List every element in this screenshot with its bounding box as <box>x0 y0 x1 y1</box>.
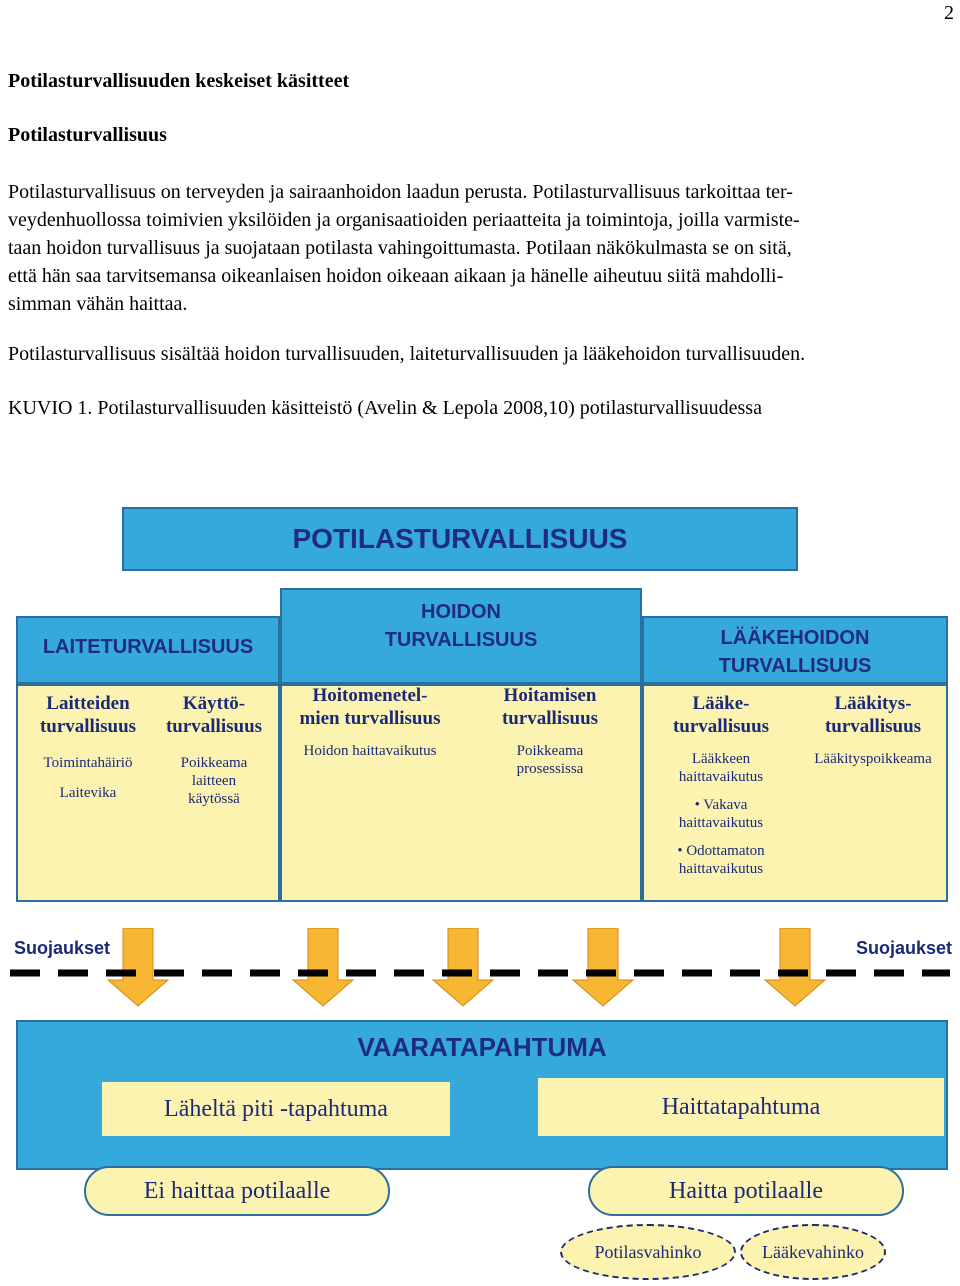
left-category-header <box>16 616 280 684</box>
col1-item2: Laitevika <box>59 785 117 801</box>
down-arrow-icon <box>433 928 493 1006</box>
top-title-box <box>122 507 798 571</box>
laakevahinko-oval <box>740 1224 886 1280</box>
right-category-header <box>642 616 948 684</box>
col-laaketurvallisuus <box>650 692 792 878</box>
outcome-right: Haittatapahtuma <box>661 1094 821 1120</box>
col1-item1: Toimintahäiriö <box>43 755 133 771</box>
col4-title-line2: turvallisuus <box>501 708 599 729</box>
col5-title-line2: turvallisuus <box>672 716 770 737</box>
top-title: POTILASTURVALLISUUS <box>292 523 628 554</box>
col5-item2-line2: haittavaikutus <box>678 815 764 831</box>
laakevahinko-label: Lääkevahinko <box>762 1242 864 1262</box>
col-hoitomenetelmien-turvallisuus <box>284 684 456 760</box>
col2-item1-line1: Poikkeama <box>180 755 248 771</box>
vaaratapahtuma-title: VAARATAPAHTUMA <box>357 1032 607 1062</box>
outcome-right-box <box>538 1078 944 1136</box>
col2-item1-line2: laitteen <box>191 773 237 789</box>
down-arrow-icon <box>765 928 825 1006</box>
potilasvahinko-oval <box>560 1224 736 1280</box>
paragraph-summary <box>8 340 952 368</box>
ei-haittaa-box <box>84 1166 390 1216</box>
col5-item3-line2: haittavaikutus <box>678 861 764 877</box>
paragraph-line: Potilasturvallisuus sisältää hoidon turvallisuuden, laiteturvallisuuden ja lääkehoidon turvallisuuden. <box>8 343 806 365</box>
col4-item1-line2: prosessissa <box>516 761 584 777</box>
center-category-header <box>280 588 642 684</box>
col4-item1-line1: Poikkeama <box>516 743 584 759</box>
col1-title-line1: Laitteiden <box>46 693 130 714</box>
col3-title-line2: mien turvallisuus <box>299 708 441 729</box>
potilasvahinko-label: Potilasvahinko <box>594 1242 702 1262</box>
col4-title-line1: Hoitamisen <box>503 685 597 706</box>
paragraph-line: simman vähän haittaa. <box>8 293 188 315</box>
right-category-title-line2: TURVALLISUUS <box>718 655 872 677</box>
col5-item1-line1: Lääkkeen <box>691 751 751 767</box>
page-number: 2 <box>944 2 954 24</box>
concept-diagram <box>0 488 960 1286</box>
paragraph-line: taan hoidon turvallisuus ja suojataan potilasta vahingoittumasta. Potilaan näkökulmasta se on sitä, <box>8 237 792 259</box>
center-category-title-line2: TURVALLISUUS <box>384 629 538 651</box>
ei-haittaa-label: Ei haittaa potilaalle <box>143 1178 331 1204</box>
col2-item1-line3: käytössä <box>188 791 240 807</box>
right-category-title-line1: LÄÄKEHOIDON <box>720 627 870 649</box>
haitta-label: Haitta potilaalle <box>669 1178 823 1204</box>
outcome-left: Läheltä piti -tapahtuma <box>164 1096 388 1122</box>
main-heading: Potilasturvallisuuden keskeiset käsitteet <box>8 70 350 92</box>
col2-title-line2: turvallisuus <box>165 716 263 737</box>
col2-title-line1: Käyttö- <box>182 693 246 714</box>
col-hoitamisen-turvallisuus <box>470 684 630 778</box>
haitta-box <box>588 1166 904 1216</box>
paragraph-line: Potilasturvallisuus on terveyden ja sairaanhoidon laadun perusta. Potilasturvallisuus tarkoittaa ter- <box>8 181 793 203</box>
down-arrow-icon <box>108 928 168 1006</box>
sub-heading: Potilasturvallisuus <box>8 124 167 146</box>
col3-item1: Hoidon haittavaikutus <box>303 743 437 759</box>
paragraph-intro <box>8 178 952 318</box>
outcome-left-box <box>102 1082 450 1136</box>
col5-item1-line2: haittavaikutus <box>678 769 764 785</box>
col5-title-line1: Lääke- <box>692 693 750 714</box>
col6-item1: Lääkityspoikkeama <box>814 751 932 767</box>
paragraph-line: veydenhuollossa toimivien yksilöiden ja organisaatioiden periaatteita ja toimintoja, joilla varmiste- <box>8 209 800 231</box>
col6-title-line1: Lääkitys- <box>834 693 912 714</box>
col-laakitysturvallisuus <box>800 692 946 768</box>
suojaukset-right-label: Suojaukset <box>856 938 953 958</box>
col6-title-line2: turvallisuus <box>824 716 922 737</box>
down-arrow-icon <box>293 928 353 1006</box>
vaaratapahtuma-block <box>16 1020 948 1170</box>
down-arrow-icon <box>573 928 633 1006</box>
caption-line: KUVIO 1. Potilasturvallisuuden käsitteistö (Avelin & Lepola 2008,10) potilasturvallisuudessa <box>8 397 762 419</box>
col-laitteiden-turvallisuus <box>24 692 152 802</box>
col1-title-line2: turvallisuus <box>39 716 137 737</box>
col-kayttoturvallisuus <box>154 692 274 808</box>
suojaukset-left-label: Suojaukset <box>14 938 111 958</box>
left-category-title: LAITETURVALLISUUS <box>42 636 254 658</box>
paragraph-line: että hän saa tarvitsemansa oikeanlaisen hoidon oikeaan aikaan ja hänelle aiheutuu siitä mahdolli- <box>8 265 784 287</box>
figure-caption <box>8 394 952 422</box>
col3-title-line1: Hoitomenetel- <box>312 685 428 706</box>
col5-item3-line1: • Odottamaton <box>677 843 765 859</box>
col5-item2-line1: • Vakava <box>694 797 748 813</box>
center-category-title-line1: HOIDON <box>421 601 501 623</box>
